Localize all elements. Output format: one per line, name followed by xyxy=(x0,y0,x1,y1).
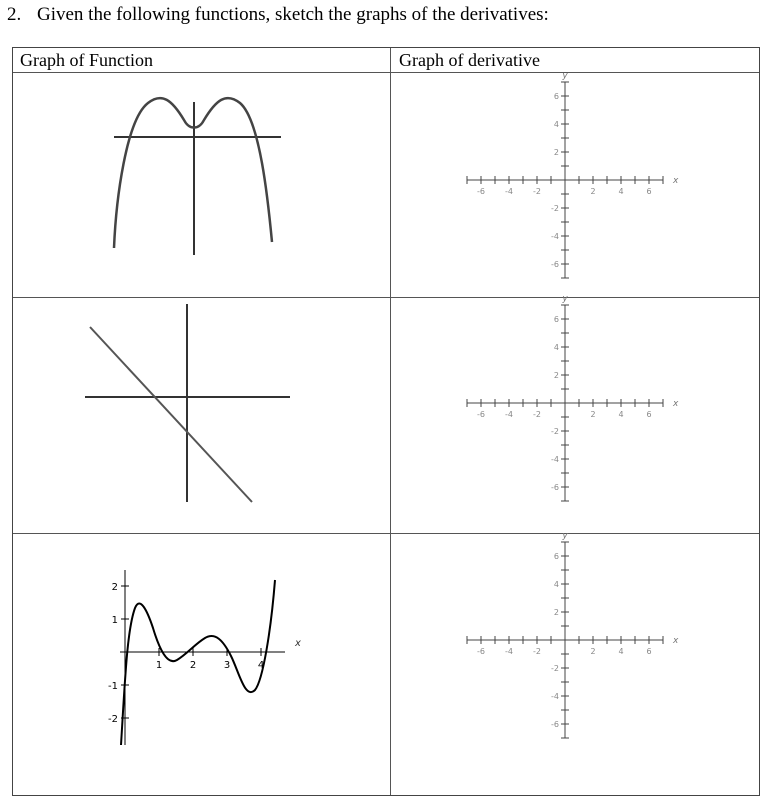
y-axis-label: y xyxy=(562,294,568,304)
derivative-axes-1 xyxy=(470,70,690,280)
x-tick-label: 2 xyxy=(189,660,197,671)
x-axis-label: x xyxy=(673,636,679,646)
y-tick-label: -4 xyxy=(551,232,559,241)
question-prompt: Given the following functions, sketch the graphs of the derivatives: xyxy=(37,4,549,25)
x-tick-label: -6 xyxy=(477,187,485,196)
y-tick-label: -6 xyxy=(551,720,559,729)
x-tick-label: 4 xyxy=(618,187,624,196)
y-tick-label: -1 xyxy=(108,681,118,692)
y-tick-label: 2 xyxy=(553,608,559,617)
x-tick-label: 6 xyxy=(646,187,652,196)
function-graph-3 xyxy=(95,560,325,750)
x-tick-label: -6 xyxy=(477,647,485,656)
x-tick-label: 4 xyxy=(257,660,265,671)
y-tick-label: 6 xyxy=(553,92,559,101)
y-axis-label: y xyxy=(562,71,568,81)
y-tick-label: 4 xyxy=(553,580,559,589)
y-tick-label: 2 xyxy=(111,582,118,593)
function-graph-1 xyxy=(100,80,300,260)
column-divider xyxy=(390,48,391,795)
x-tick-label: 4 xyxy=(618,647,624,656)
y-tick-label: -4 xyxy=(551,692,559,701)
y-tick-label: 4 xyxy=(553,343,559,352)
derivative-axes-2 xyxy=(470,293,690,503)
x-tick-label: -2 xyxy=(533,410,541,419)
y-tick-label: -6 xyxy=(551,483,559,492)
y-tick-label: 6 xyxy=(553,315,559,324)
y-tick-label: -2 xyxy=(551,427,559,436)
x-axis-label: x xyxy=(295,638,301,649)
y-tick-label: 6 xyxy=(553,552,559,561)
x-tick-label: 2 xyxy=(590,410,596,419)
function-curve xyxy=(121,580,275,745)
x-tick-label: -4 xyxy=(505,187,513,196)
x-axis-label: x xyxy=(673,399,679,409)
x-tick-label: 6 xyxy=(646,647,652,656)
header-graph-of-function: Graph of Function xyxy=(20,50,153,70)
x-tick-label: 2 xyxy=(590,187,596,196)
x-tick-label: 2 xyxy=(590,647,596,656)
y-tick-label: -2 xyxy=(551,664,559,673)
x-tick-label: 3 xyxy=(223,660,231,671)
y-tick-label: 4 xyxy=(553,120,559,129)
y-tick-label: -2 xyxy=(108,714,118,725)
y-tick-label: 2 xyxy=(553,371,559,380)
function-graph-2 xyxy=(80,300,300,510)
x-tick-label: -4 xyxy=(505,647,513,656)
function-line xyxy=(90,327,252,502)
x-tick-label: 6 xyxy=(646,410,652,419)
y-tick-label: -2 xyxy=(551,204,559,213)
derivative-axes-3 xyxy=(470,530,690,740)
y-tick-label: 2 xyxy=(553,148,559,157)
y-axis-label: y xyxy=(562,531,568,541)
y-tick-label: 1 xyxy=(111,615,118,626)
y-tick-label: -4 xyxy=(551,455,559,464)
y-tick-label: -6 xyxy=(551,260,559,269)
x-tick-label: 4 xyxy=(618,410,624,419)
question-number: 2. xyxy=(7,4,22,25)
question-text xyxy=(7,4,549,26)
x-tick-label: -2 xyxy=(533,187,541,196)
header-graph-of-derivative: Graph of derivative xyxy=(399,50,540,70)
x-tick-label: -2 xyxy=(533,647,541,656)
x-tick-label: -6 xyxy=(477,410,485,419)
x-tick-label: 1 xyxy=(155,660,163,671)
x-axis-label: x xyxy=(673,176,679,186)
x-tick-label: -4 xyxy=(505,410,513,419)
